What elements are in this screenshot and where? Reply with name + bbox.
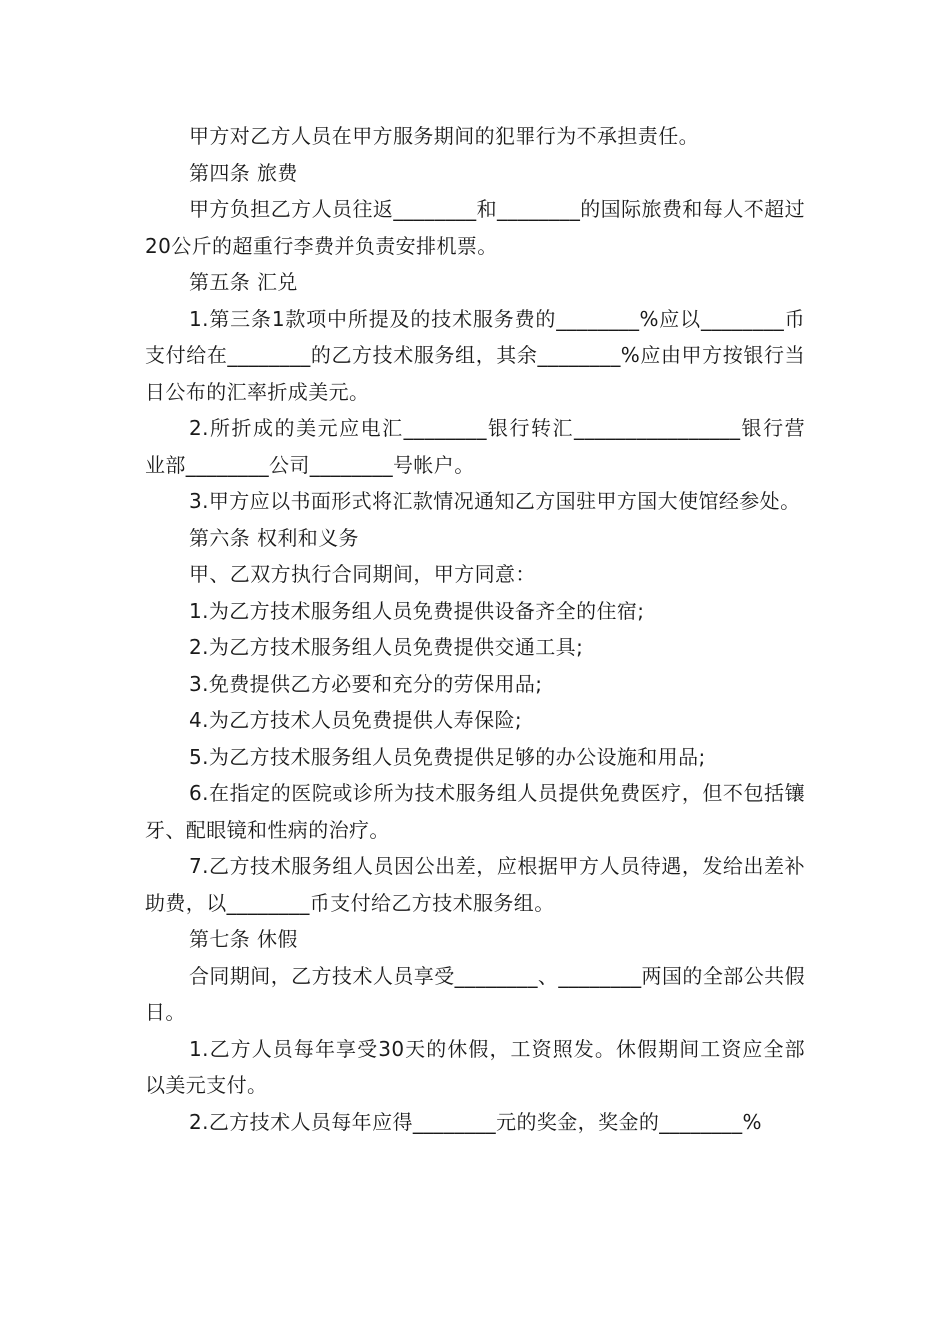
heading-article-6-rights: 第六条 权利和义务 bbox=[189, 525, 359, 550]
paragraph-exchange-1: 1.第三条1款项中所提及的技术服务费的________%应以________币支付给在________的乙方技术服务组，其余________%应由甲方按银行当日公布的汇率折成美元。 bbox=[145, 306, 805, 404]
heading-article-7-holidays: 第七条 休假 bbox=[189, 927, 298, 951]
paragraph-annual-bonus: 2.乙方技术人员每年应得________元的奖金，奖金的________% bbox=[189, 1109, 762, 1134]
list-item-protective-supplies: 3.免费提供乙方必要和充分的劳保用品; bbox=[189, 671, 543, 696]
list-item-travel-allowance: 7.乙方技术服务组人员因公出差，应根据甲方人员待遇，发给出差补助费，以________币支付给乙方技术服务组。 bbox=[145, 854, 805, 915]
heading-article-5-exchange: 第五条 汇兑 bbox=[189, 270, 298, 294]
paragraph-criminal-liability: 甲方对乙方人员在甲方服务期间的犯罪行为不承担责任。 bbox=[189, 124, 699, 148]
list-item-office-facilities: 5.为乙方技术服务组人员免费提供足够的办公设施和用品; bbox=[189, 744, 706, 769]
paragraph-rights-intro: 甲、乙双方执行合同期间，甲方同意： bbox=[189, 562, 536, 586]
paragraph-annual-leave: 1.乙方人员每年享受30天的休假，工资照发。休假期间工资应全部以美元支付。 bbox=[145, 1036, 805, 1097]
heading-article-4-travel: 第四条 旅费 bbox=[189, 160, 298, 185]
paragraph-public-holidays: 合同期间，乙方技术人员享受________、________两国的全部公共假日。 bbox=[145, 963, 805, 1024]
paragraph-exchange-2: 2.所折成的美元应电汇________银行转汇________________银行营业部________公司________号帐户。 bbox=[145, 416, 805, 477]
list-item-transport: 2.为乙方技术服务组人员免费提供交通工具; bbox=[189, 635, 584, 659]
paragraph-travel-expenses: 甲方负担乙方人员往返________和________的国际旅费和每人不超过20公斤的超重行李费并负责安排机票。 bbox=[145, 197, 805, 258]
list-item-life-insurance: 4.为乙方技术人员免费提供人寿保险; bbox=[189, 708, 523, 732]
list-item-accommodation: 1.为乙方技术服务组人员免费提供设备齐全的住宿; bbox=[189, 598, 645, 623]
list-item-medical-care: 6.在指定的医院或诊所为技术服务组人员提供免费医疗，但不包括镶牙、配眼镜和性病的治疗。 bbox=[145, 781, 805, 842]
paragraph-exchange-3: 3.甲方应以书面形式将汇款情况通知乙方国驻甲方国大使馆经参处。 bbox=[189, 489, 801, 513]
